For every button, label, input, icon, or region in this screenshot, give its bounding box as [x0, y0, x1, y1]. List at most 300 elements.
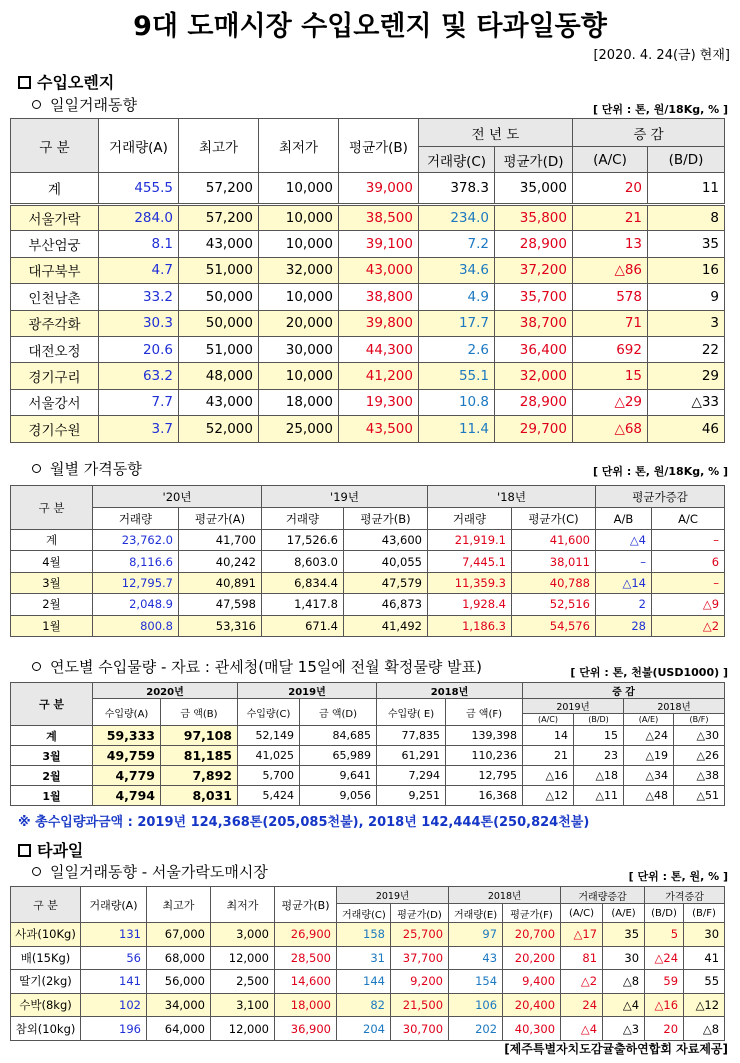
m-header-avgA: 평균가(A): [179, 508, 262, 530]
low-cell: 3,000: [211, 923, 275, 947]
avg20-cell: 40,242: [179, 551, 262, 572]
table-row: [11, 336, 725, 362]
high-cell: 51,000: [179, 336, 259, 362]
table-row: [11, 594, 725, 615]
table-row: [11, 551, 725, 572]
monthly-subtitle: [32, 458, 142, 479]
ac-cell: 6: [652, 551, 725, 572]
amtB-cell: 8,031: [161, 786, 238, 806]
o-header-volE: 거래량(E): [449, 904, 503, 923]
circle-bullet-icon: [32, 100, 41, 109]
vol-cell: 56: [81, 946, 147, 970]
bd-cell: 23: [574, 746, 624, 766]
ac-cell: △68: [573, 416, 648, 442]
ac-cell: △12: [523, 786, 574, 806]
vol20-cell: 8,116.6: [93, 551, 179, 572]
high-cell: 64,000: [147, 1017, 211, 1041]
volC-cell: 5,424: [238, 786, 300, 806]
table-row: [11, 786, 725, 806]
table-row: [11, 746, 725, 766]
table-row: [11, 766, 725, 786]
bd-cell: △16: [645, 993, 684, 1017]
ae-cell: △19: [624, 746, 674, 766]
table-row: [11, 726, 725, 746]
low-cell: 12,000: [211, 1017, 275, 1041]
avg-cell: 43,500: [339, 416, 419, 442]
vol18-cell: 11,359.3: [428, 572, 512, 593]
avg-cell: 19,300: [339, 389, 419, 415]
high-cell: 48,000: [179, 363, 259, 389]
row-name: 수박(8kg): [11, 993, 81, 1017]
avg20-cell: 40,891: [179, 572, 262, 593]
vol19-cell: 671.4: [262, 615, 344, 636]
m-header-gubun: 구 분: [11, 486, 93, 530]
daily-subtitle: [32, 94, 137, 115]
table-row: [11, 946, 725, 970]
others-unit: [ 단위 : 톤, 원, % ]: [628, 870, 728, 883]
bf-cell: △8: [684, 1017, 725, 1041]
o-header-ae: (A/E): [603, 904, 645, 923]
avgF-cell: 20,200: [503, 946, 561, 970]
ae-cell: △8: [603, 970, 645, 994]
table-row: [11, 363, 725, 389]
header-bd: (B/D): [648, 147, 725, 173]
ac-cell: 21: [523, 746, 574, 766]
row-name: 계: [11, 173, 99, 205]
prev-avg-cell: 28,900: [495, 231, 573, 257]
prev-avg-cell: 35,000: [495, 173, 573, 205]
volE-cell: 43: [449, 946, 503, 970]
amtF-cell: 139,398: [446, 726, 523, 746]
volC-cell: 82: [337, 993, 391, 1017]
prev-avg-cell: 35,800: [495, 205, 573, 231]
avgD-cell: 21,500: [391, 993, 449, 1017]
vol-cell: 102: [81, 993, 147, 1017]
avg-cell: 41,200: [339, 363, 419, 389]
avg18-cell: 38,011: [512, 551, 596, 572]
i-header-chg2019: 2019년: [523, 699, 624, 714]
volume-cell: 20.6: [99, 336, 179, 362]
volume-cell: 63.2: [99, 363, 179, 389]
o-header-bf: (B/F): [684, 904, 725, 923]
ac-cell: 71: [573, 310, 648, 336]
row-name: 계: [11, 726, 93, 746]
low-cell: 30,000: [259, 336, 339, 362]
bd-cell: 3: [648, 310, 725, 336]
vol19-cell: 8,603.0: [262, 551, 344, 572]
amtB-cell: 81,185: [161, 746, 238, 766]
table-row: [11, 615, 725, 636]
i-header-amtD: 금 액(D): [300, 699, 377, 726]
high-cell: 50,000: [179, 284, 259, 310]
i-header-amtF: 금 액(F): [446, 699, 523, 726]
o-header-avg: 평균가(B): [275, 887, 337, 923]
avg-cell: 26,900: [275, 923, 337, 947]
prev-avg-cell: 36,400: [495, 336, 573, 362]
bd-cell: 15: [574, 726, 624, 746]
circle-bullet-icon: [32, 867, 41, 876]
low-cell: 10,000: [259, 363, 339, 389]
ac-cell: △29: [573, 389, 648, 415]
table-row: [11, 173, 725, 205]
section-orange-label: 수입오렌지: [37, 73, 115, 92]
i-header-chg2018: 2018년: [624, 699, 725, 714]
ac-cell: 15: [573, 363, 648, 389]
bf-cell: △51: [674, 786, 725, 806]
table-row: [11, 993, 725, 1017]
row-name: 2월: [11, 594, 93, 615]
ac-cell: –: [652, 572, 725, 593]
volE-cell: 9,251: [377, 786, 446, 806]
avg-cell: 39,000: [339, 173, 419, 205]
header-avg: 평균가(B): [339, 119, 419, 173]
volE-cell: 106: [449, 993, 503, 1017]
table-row: [11, 205, 725, 231]
m-header-2018: '18년: [428, 486, 596, 508]
high-cell: 34,000: [147, 993, 211, 1017]
vol20-cell: 2,048.9: [93, 594, 179, 615]
i-header-gubun: 구 분: [11, 683, 93, 726]
prev-volume-cell: 4.9: [419, 284, 495, 310]
high-cell: 51,000: [179, 257, 259, 283]
bd-cell: △11: [574, 786, 624, 806]
amtD-cell: 84,685: [300, 726, 377, 746]
volE-cell: 202: [449, 1017, 503, 1041]
avg20-cell: 41,700: [179, 530, 262, 551]
others-subtitle-text: 일일거래동향 - 서울가락도매시장: [50, 863, 268, 881]
circle-bullet-icon: [32, 662, 41, 671]
bf-cell: △26: [674, 746, 725, 766]
row-name: 대전오정: [11, 336, 99, 362]
amtD-cell: 65,989: [300, 746, 377, 766]
prev-volume-cell: 378.3: [419, 173, 495, 205]
amtF-cell: 12,795: [446, 766, 523, 786]
avg20-cell: 53,316: [179, 615, 262, 636]
high-cell: 52,000: [179, 416, 259, 442]
high-cell: 43,000: [179, 389, 259, 415]
avg-cell: 43,000: [339, 257, 419, 283]
vol18-cell: 7,445.1: [428, 551, 512, 572]
volA-cell: 49,759: [93, 746, 161, 766]
amtF-cell: 16,368: [446, 786, 523, 806]
prev-avg-cell: 32,000: [495, 363, 573, 389]
table-row: [11, 310, 725, 336]
bd-cell: 5: [645, 923, 684, 947]
prev-volume-cell: 10.8: [419, 389, 495, 415]
ae-cell: △4: [603, 993, 645, 1017]
i-header-2018: 2018년: [377, 683, 523, 699]
avg19-cell: 41,492: [344, 615, 428, 636]
row-name: 1월: [11, 615, 93, 636]
o-header-avgF: 평균가(F): [503, 904, 561, 923]
row-name: 2월: [11, 766, 93, 786]
ac-cell: 578: [573, 284, 648, 310]
section-others-label: 타과일: [37, 841, 84, 860]
ab-cell: –: [596, 551, 652, 572]
o-header-vol: 거래량(A): [81, 887, 147, 923]
vol-cell: 141: [81, 970, 147, 994]
i-header-2019: 2019년: [238, 683, 377, 699]
avg19-cell: 40,055: [344, 551, 428, 572]
row-name: 서울강서: [11, 389, 99, 415]
avgF-cell: 20,700: [503, 923, 561, 947]
bd-cell: 46: [648, 416, 725, 442]
ab-cell: 2: [596, 594, 652, 615]
avgD-cell: 37,700: [391, 946, 449, 970]
i-header-bf: (B/F): [674, 714, 725, 726]
row-name: 부산엄궁: [11, 231, 99, 257]
monthly-unit: [ 단위 : 톤, 원/18Kg, % ]: [592, 465, 728, 478]
prev-avg-cell: 28,900: [495, 389, 573, 415]
footer-source: [제주특별자치도감귤출하연합회 자료제공]: [504, 1042, 728, 1056]
high-cell: 57,200: [179, 173, 259, 205]
bf-cell: 41: [684, 946, 725, 970]
import-total-note: ※ 총수입량과금액 : 2019년 124,368톤(205,085천불), 2018년 142,444톤(250,824천불): [18, 815, 590, 830]
avg20-cell: 47,598: [179, 594, 262, 615]
vol18-cell: 1,928.4: [428, 594, 512, 615]
m-header-vol18: 거래량: [428, 508, 512, 530]
avg18-cell: 40,788: [512, 572, 596, 593]
i-header-ae: (A/E): [624, 714, 674, 726]
prev-volume-cell: 34.6: [419, 257, 495, 283]
bd-cell: 8: [648, 205, 725, 231]
row-name: 딸기(2kg): [11, 970, 81, 994]
prev-volume-cell: 234.0: [419, 205, 495, 231]
ae-cell: 35: [603, 923, 645, 947]
row-name: 대구북부: [11, 257, 99, 283]
row-name: 사과(10Kg): [11, 923, 81, 947]
table-row: [11, 923, 725, 947]
volC-cell: 158: [337, 923, 391, 947]
m-header-change: 평균가증감: [596, 486, 725, 508]
avgF-cell: 9,400: [503, 970, 561, 994]
volA-cell: 59,333: [93, 726, 161, 746]
row-name: 광주각화: [11, 310, 99, 336]
ac-cell: 21: [573, 205, 648, 231]
ac-cell: 81: [561, 946, 603, 970]
m-header-ab: A/B: [596, 508, 652, 530]
circle-bullet-icon: [32, 464, 41, 473]
volE-cell: 7,294: [377, 766, 446, 786]
low-cell: 12,000: [211, 946, 275, 970]
ac-cell: 24: [561, 993, 603, 1017]
bd-cell: △24: [645, 946, 684, 970]
avg18-cell: 41,600: [512, 530, 596, 551]
low-cell: 10,000: [259, 284, 339, 310]
header-ac: (A/C): [573, 147, 648, 173]
row-name: 경기수원: [11, 416, 99, 442]
avg-cell: 39,800: [339, 310, 419, 336]
bd-cell: 59: [645, 970, 684, 994]
header-high: 최고가: [179, 119, 259, 173]
m-header-avgC: 평균가(C): [512, 508, 596, 530]
o-header-gubun: 구 분: [11, 887, 81, 923]
bf-cell: △38: [674, 766, 725, 786]
header-prev-year: 전 년 도: [419, 119, 573, 147]
prev-volume-cell: 2.6: [419, 336, 495, 362]
avg-cell: 28,500: [275, 946, 337, 970]
high-cell: 57,200: [179, 205, 259, 231]
vol19-cell: 17,526.6: [262, 530, 344, 551]
checkbox-square-icon: [18, 844, 31, 857]
avgD-cell: 25,700: [391, 923, 449, 947]
annual-import-table: [10, 682, 725, 806]
volE-cell: 61,291: [377, 746, 446, 766]
volE-cell: 97: [449, 923, 503, 947]
bd-cell: 20: [645, 1017, 684, 1041]
amtF-cell: 110,236: [446, 746, 523, 766]
import-unit: [ 단위 : 톤, 천불(USD1000) ]: [570, 666, 728, 679]
o-header-volC: 거래량(C): [337, 904, 391, 923]
prev-volume-cell: 11.4: [419, 416, 495, 442]
m-header-2019: '19년: [262, 486, 428, 508]
table-row: [11, 1017, 725, 1041]
ae-cell: △24: [624, 726, 674, 746]
m-header-vol19: 거래량: [262, 508, 344, 530]
i-header-ac: (A/C): [523, 714, 574, 726]
low-cell: 18,000: [259, 389, 339, 415]
ac-cell: 13: [573, 231, 648, 257]
table-row: [11, 572, 725, 593]
vol-cell: 196: [81, 1017, 147, 1041]
header-prev-avg: 평균가(D): [495, 147, 573, 173]
vol-cell: 131: [81, 923, 147, 947]
low-cell: 32,000: [259, 257, 339, 283]
table-row: [11, 231, 725, 257]
volume-cell: 4.7: [99, 257, 179, 283]
volume-cell: 30.3: [99, 310, 179, 336]
report-date: [2020. 4. 24(금) 현재]: [593, 48, 730, 63]
o-header-ac: (A/C): [561, 904, 603, 923]
prev-avg-cell: 37,200: [495, 257, 573, 283]
others-subtitle: [32, 861, 268, 882]
m-header-2020: '20년: [93, 486, 262, 508]
i-header-bd: (B/D): [574, 714, 624, 726]
row-name: 배(15Kg): [11, 946, 81, 970]
o-header-low: 최저가: [211, 887, 275, 923]
ac-cell: △2: [561, 970, 603, 994]
avg-cell: 36,900: [275, 1017, 337, 1041]
prev-volume-cell: 7.2: [419, 231, 495, 257]
ab-cell: 28: [596, 615, 652, 636]
o-header-avgD: 평균가(D): [391, 904, 449, 923]
avgD-cell: 30,700: [391, 1017, 449, 1041]
header-low: 최저가: [259, 119, 339, 173]
low-cell: 10,000: [259, 173, 339, 205]
import-subtitle-text: 연도별 수입물량 - 자료 : 관세청(매달 15일에 전월 확정물량 발표): [50, 658, 482, 676]
bd-cell: 9: [648, 284, 725, 310]
vol19-cell: 6,834.4: [262, 572, 344, 593]
volume-cell: 3.7: [99, 416, 179, 442]
ac-cell: –: [652, 530, 725, 551]
volume-cell: 455.5: [99, 173, 179, 205]
vol20-cell: 23,762.0: [93, 530, 179, 551]
o-header-2018: 2018년: [449, 887, 561, 904]
header-gubun: 구 분: [11, 119, 99, 173]
avgF-cell: 40,300: [503, 1017, 561, 1041]
volA-cell: 4,779: [93, 766, 161, 786]
daily-subtitle-text: 일일거래동향: [50, 96, 137, 114]
vol18-cell: 21,919.1: [428, 530, 512, 551]
ae-cell: △34: [624, 766, 674, 786]
ac-cell: 20: [573, 173, 648, 205]
row-name: 참외(10kg): [11, 1017, 81, 1041]
high-cell: 50,000: [179, 310, 259, 336]
m-header-vol20: 거래량: [93, 508, 179, 530]
amtB-cell: 7,892: [161, 766, 238, 786]
ae-cell: △48: [624, 786, 674, 806]
i-header-volC: 수입량(C): [238, 699, 300, 726]
volC-cell: 204: [337, 1017, 391, 1041]
low-cell: 20,000: [259, 310, 339, 336]
row-name: 인천남촌: [11, 284, 99, 310]
o-header-bd: (B/D): [645, 904, 684, 923]
table-row: [11, 284, 725, 310]
i-header-amtB: 금 액(B): [161, 699, 238, 726]
ac-cell: △16: [523, 766, 574, 786]
high-cell: 43,000: [179, 231, 259, 257]
avg-cell: 38,500: [339, 205, 419, 231]
avg-cell: 14,600: [275, 970, 337, 994]
volE-cell: 77,835: [377, 726, 446, 746]
low-cell: 10,000: [259, 205, 339, 231]
prev-volume-cell: 55.1: [419, 363, 495, 389]
import-subtitle: [32, 656, 482, 677]
ac-cell: 692: [573, 336, 648, 362]
daily-trade-table: [10, 118, 725, 443]
bd-cell: △18: [574, 766, 624, 786]
bf-cell: △12: [684, 993, 725, 1017]
high-cell: 56,000: [147, 970, 211, 994]
ab-cell: △4: [596, 530, 652, 551]
volA-cell: 4,794: [93, 786, 161, 806]
row-name: 1월: [11, 786, 93, 806]
ac-cell: △17: [561, 923, 603, 947]
low-cell: 3,100: [211, 993, 275, 1017]
avg-cell: 38,800: [339, 284, 419, 310]
ac-cell: △4: [561, 1017, 603, 1041]
row-name: 3월: [11, 746, 93, 766]
volume-cell: 33.2: [99, 284, 179, 310]
avgD-cell: 9,200: [391, 970, 449, 994]
high-cell: 67,000: [147, 923, 211, 947]
volume-cell: 8.1: [99, 231, 179, 257]
vol18-cell: 1,186.3: [428, 615, 512, 636]
volC-cell: 144: [337, 970, 391, 994]
avg-cell: 18,000: [275, 993, 337, 1017]
header-volume: 거래량(A): [99, 119, 179, 173]
m-header-avgB: 평균가(B): [344, 508, 428, 530]
bd-cell: 11: [648, 173, 725, 205]
avg19-cell: 47,579: [344, 572, 428, 593]
row-name: 계: [11, 530, 93, 551]
avg-cell: 39,100: [339, 231, 419, 257]
avg18-cell: 54,576: [512, 615, 596, 636]
page-title: 9대 도매시장 수입오렌지 및 타과일동향: [133, 11, 607, 42]
volE-cell: 154: [449, 970, 503, 994]
avgF-cell: 20,400: [503, 993, 561, 1017]
bd-cell: △33: [648, 389, 725, 415]
amtD-cell: 9,641: [300, 766, 377, 786]
ac-cell: △2: [652, 615, 725, 636]
table-row: [11, 530, 725, 551]
ac-cell: △9: [652, 594, 725, 615]
ae-cell: △3: [603, 1017, 645, 1041]
volC-cell: 5,700: [238, 766, 300, 786]
row-name: 4월: [11, 551, 93, 572]
bd-cell: 29: [648, 363, 725, 389]
section-orange: [18, 70, 114, 93]
